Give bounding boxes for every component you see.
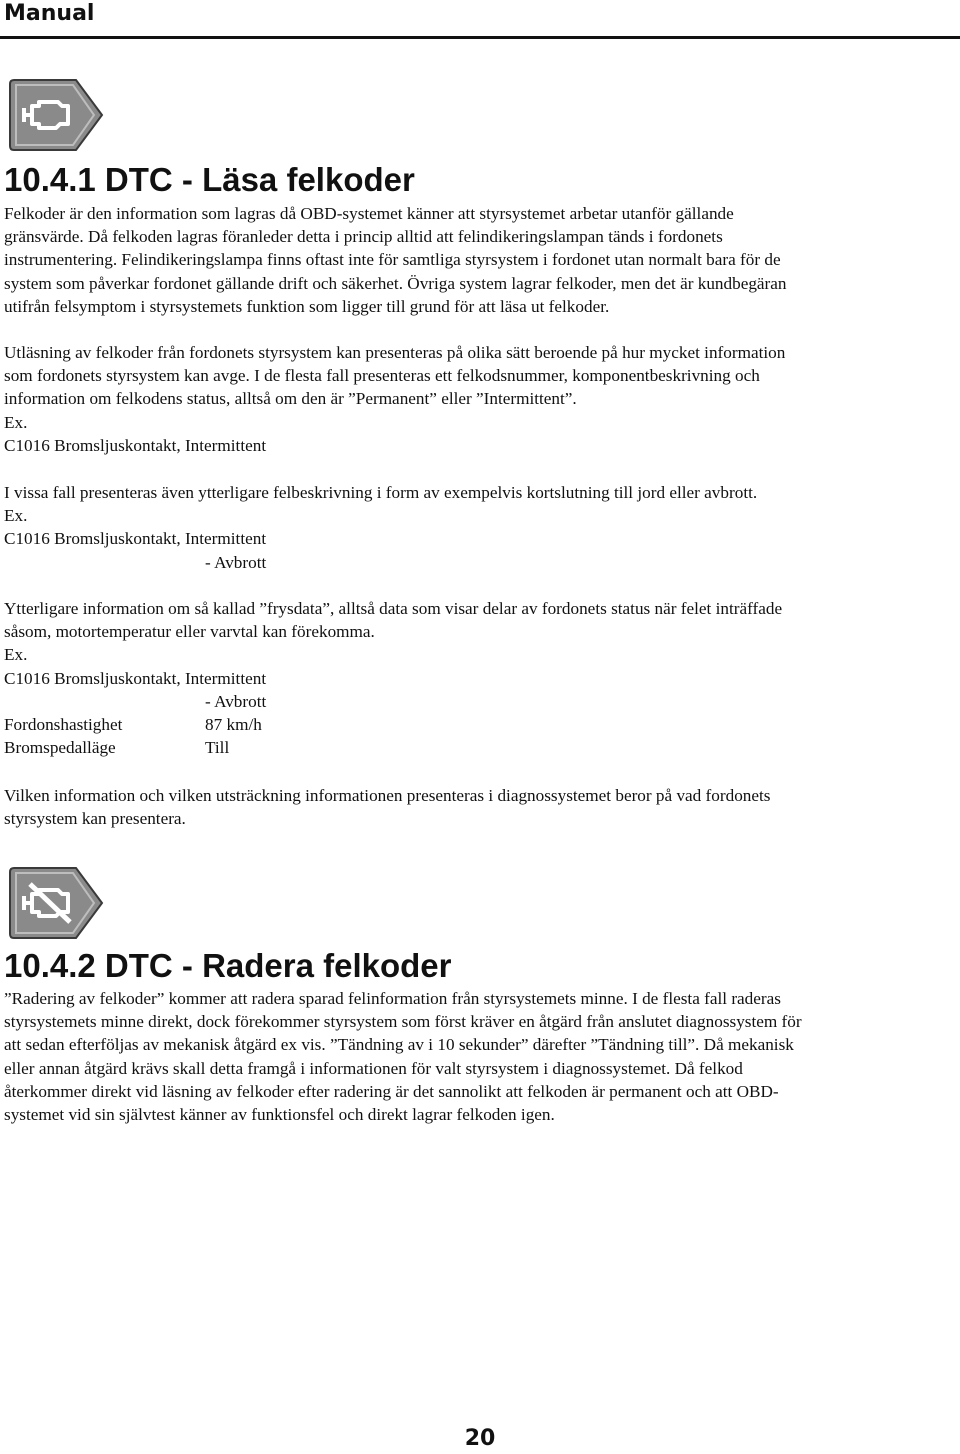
reading-paragraph: Utläsning av felkoder från fordonets styrsystem kan presenteras på olika sätt beroende på hur mycket information som fordonets styrsystem kan avge. I de flesta fall presenteras ett felkodsnummer, komponentbeskrivning och information om felkodens status, alltså om den är ”Permanent” eller ”Intermittent”. Ex. C1016 Bromsljuskontakt, Intermittent	[4, 341, 939, 457]
example-code-line: C1016 Bromsljuskontakt, Intermittent	[4, 668, 267, 688]
example-code-line: C1016 Bromsljuskontakt, Intermittent	[4, 529, 267, 549]
example-code-line: C1016 Bromsljuskontakt, Intermittent	[4, 435, 267, 455]
page-header	[0, 0, 960, 39]
example-label: Ex.	[4, 506, 28, 526]
example-label: Ex.	[4, 645, 28, 665]
example-avbrott-line: - Avbrott	[205, 552, 267, 572]
clear-codes-paragraph: ”Radering av felkoder” kommer att radera sparad felinformation från styrsystemets minne. I de flesta fall raderas styrsystemets minne direkt, dock förekommer styrsystem som först kräver en åtgärd från anslutet diagnossystem för att sedan efterföljas av mekanisk åtgärd ex vis. ”Tändning av i 10 sekunder” därefter ”Tändning till”. Då mekanisk eller annan åtgärd krävs skall detta framgå i informationen för valt styrsystem i diagnossystemet. Då felkod återkommer direkt vid läsning av felkoder efter radering är det sannolikt att felkoden är permanent och att OBD- systemet vid sin självtest känner av funktionsfel och direkt lagrar felkoden igen.	[4, 989, 802, 1125]
intro-paragraph: Felkoder är den information som lagras då OBD-systemet känner att styrsystemet arbetar utanför gällande gränsvärde. Då felkoden lagras föranleder detta i princip alltid att felindikeringslampan tänds i fordonets instrumentering. Felindikeringslampa finns oftast inte för samtliga styrsystem i fordonet utan normalt bara för de system som påverkar fordonet gällande drift och säkerhet. Övriga system lagrar felkoder, men det är kundbegäran utifrån felsymptom i styrsystemets funktion som ligger till grund för att läsa ut felkoder.	[4, 204, 787, 316]
freeze-data-paragraph: Ytterligare information om så kallad ”frysdata”, alltså data som visar delar av fordonets status när felet inträffade såsom, motortemperatur eller varvtal kan förekomma. Ex. C1016 Bromsljuskontakt, Intermittent - Avbrott Fordonshastighet 87 km/h Bromspedalläge Till	[4, 597, 939, 759]
header-title: Manual	[4, 1, 95, 26]
example-label: Ex.	[4, 412, 28, 432]
section-heading-clear-codes: 10.4.2 DTC - Radera felkoder	[4, 947, 452, 984]
summary-paragraph: Vilken information och vilken utsträckning informationen presenteras i diagnossystemet beror på vad fordonets styrsystem kan presentera.	[4, 786, 771, 829]
page-number: 20	[464, 1426, 496, 1451]
example-avbrott-line: - Avbrott	[205, 691, 267, 711]
freeze-row-speed: Fordonshastighet 87 km/h	[4, 715, 262, 735]
engine-warning-crossed-icon	[8, 864, 106, 942]
extra-description-paragraph: I vissa fall presenteras även ytterligare felbeskrivning i form av exempelvis kortslutning till jord eller avbrott. Ex. C1016 Bromsljuskontakt, Intermittent - Avbrott	[4, 481, 939, 574]
freeze-row-brake: Bromspedalläge Till	[4, 738, 230, 758]
engine-warning-icon	[8, 76, 106, 154]
section-heading-read-codes: 10.4.1 DTC - Läsa felkoder	[4, 161, 415, 198]
